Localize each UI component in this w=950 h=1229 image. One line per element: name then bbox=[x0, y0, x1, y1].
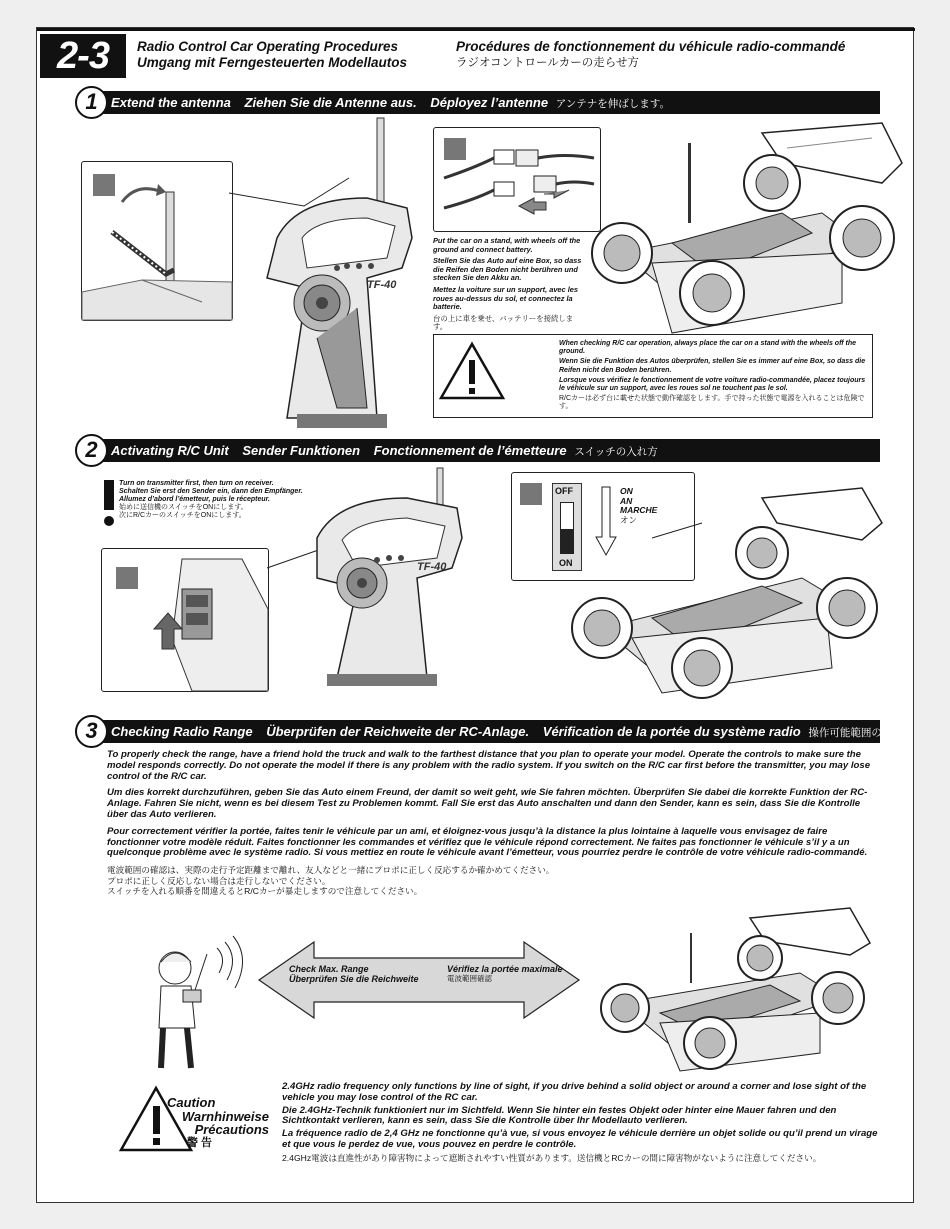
header-rule bbox=[37, 28, 915, 31]
buggy-on-stand-illustration-2 bbox=[562, 468, 882, 698]
switch-on-label: ON bbox=[559, 558, 573, 568]
buggy-on-stand-illustration bbox=[582, 103, 902, 343]
section-3-number: 3 bbox=[75, 715, 108, 748]
caution-labels bbox=[165, 1096, 269, 1150]
section-1-title-en: Extend the antenna bbox=[111, 95, 231, 110]
arrow-label-fr: Vérifiez la portée maximale bbox=[447, 964, 563, 974]
stand-text-de: Stellen Sie das Auto auf eine Box, so dass die Reifen den Boden nicht berühren und stecken Sie den Akku an. bbox=[433, 256, 582, 283]
on-label-fr: MARCHE bbox=[620, 505, 658, 515]
arrow-label-de: Überprüfen Sie die Reichweite bbox=[289, 974, 419, 984]
section-1-title-fr: Déployez l’antenne bbox=[430, 95, 549, 110]
range-text-en: To properly check the range, have a friend hold the truck and walk to the farthest distance that you plan to operate your model. Operate the controls to make sure the model responds correctly. Do not operate the model if there is any problem with the radio system. If you switch on the R/C car first before the transmitter, you may lose control of the R/C car. bbox=[107, 749, 871, 782]
arrow-label-right bbox=[447, 964, 563, 984]
section-2-title-jp: スイッチの入れ方 bbox=[574, 446, 658, 458]
caution-text-de: Die 2.4GHz-Technik funktioniert nur im Sichtfeld. Wenn Sie hinter ein festes Objekt oder hinter eine Mauer fahren und den Sichtkontakt verlieren, kann es sein, dass Sie die Kontrolle über Ihr Modellauto verlieren. bbox=[282, 1104, 837, 1127]
antenna-extend-illustration bbox=[82, 162, 232, 320]
header-title-jp: ラジオコントロールカーの走らせ方 bbox=[456, 57, 639, 69]
buggy-on-stand-illustration-3 bbox=[600, 893, 880, 1073]
section-3-title-en: Checking Radio Range bbox=[111, 724, 253, 739]
range-text-jp-3: スイッチを入れる順番を間違えるとR/Cカーが暴走しますので注意してください。 bbox=[107, 886, 423, 897]
transmitter-illustration bbox=[227, 118, 427, 438]
transmitter-model-label: TF-40 bbox=[417, 561, 447, 573]
arrow-label-jp: 電波範囲確認 bbox=[447, 974, 492, 983]
section-1-title-jp: アンテナを伸ばします。 bbox=[555, 98, 670, 110]
section-3-title-fr: Vérification de la portée du système radio bbox=[542, 724, 801, 739]
order-text-de: Schalten Sie erst den Sender ein, dann den Empfänger. bbox=[119, 488, 303, 495]
order-text-fr: Allumez d’abord l’émetteur, puis le récepteur. bbox=[119, 496, 270, 503]
warning-text-de: Wenn Sie die Funktion des Autos überprüfen, stellen Sie es immer auf eine Box, so dass die Reifen nicht den Boden berühren. bbox=[559, 358, 866, 374]
section-2-title-en: Activating R/C Unit bbox=[111, 443, 229, 458]
order-text-en: Turn on transmitter first, then turn on receiver. bbox=[119, 480, 274, 487]
transmitter-switch-illustration bbox=[102, 549, 268, 691]
range-text-fr: Pour correctement vérifier la portée, faites tenir le véhicule par un ami, et éloignez-vous jusqu’à la distance la plus lointaine à laquelle vous envisagez de faire fonctionner votre modèle réduit. Faites fonctionner les commandes et vérifiez que le véhicule répond correctement. Ne faites pas fonctionner le véhicule s’il y a un quelconque problème avec le système radio. Si vous mettiez en route le véhicule avant l’émetteur, vous pourriez perdre le contrôle de votre véhicule radio-commandé. bbox=[107, 825, 868, 859]
on-label-jp: オン bbox=[620, 514, 638, 525]
battery-connector-box bbox=[433, 127, 601, 232]
range-text-jp-1: 電波範囲の確認は、実際の走行予定距離まで離れ、友人などと一緒にプロポに正しく反応するか確かめてください。 bbox=[107, 865, 555, 876]
stand-warning-text bbox=[559, 340, 869, 414]
caution-text-fr: La fréquence radio de 2,4 GHz ne fonctionne qu’à vue, si vous envoyez le véhicule derrière un objet solide ou qu’il prend un virage et que vous le perdez de vue, vous pouvez en perdre le contrôle. bbox=[282, 1128, 878, 1150]
on-label-en: ON bbox=[620, 486, 633, 496]
section-2-number: 2 bbox=[75, 434, 108, 467]
stand-instructions bbox=[433, 237, 583, 335]
on-label-de: AN bbox=[620, 495, 633, 506]
header-title-de: Umgang mit Ferngesteuerten Modellautos bbox=[137, 55, 408, 70]
antenna-inset-box bbox=[81, 161, 233, 321]
stand-text-fr: Mettez la voiture sur un support, avec les roues au-dessus du sol, et connectez la batterie. bbox=[433, 284, 578, 312]
stand-text-jp: 台の上に車を乗せ、バッテリーを接続します。 bbox=[433, 313, 574, 332]
manual-page bbox=[36, 27, 914, 1203]
stand-text-en: Put the car on a stand, with wheels off the ground and connect battery. bbox=[433, 236, 581, 254]
arrow-label-left bbox=[289, 964, 419, 984]
arrow-label-en: Check Max. Range bbox=[289, 964, 369, 974]
section-number-badge: 2-3 bbox=[40, 34, 126, 78]
caution-label-jp: 警 告 bbox=[187, 1136, 213, 1149]
caution-text bbox=[282, 1082, 882, 1166]
exclamation-icon bbox=[101, 480, 117, 528]
caution-text-en: 2.4GHz radio frequency only functions by line of sight, if you drive behind a solid object or around a corner and lose sight of the vehicle you may lose control of the RC car. bbox=[282, 1081, 867, 1103]
battery-connector-illustration bbox=[434, 128, 600, 231]
caution-label-en: Caution bbox=[167, 1095, 216, 1110]
caution-label-de: Warnhinweise bbox=[181, 1108, 269, 1124]
section-1-title-de: Ziehen Sie die Antenne aus. bbox=[244, 95, 417, 110]
range-text-de: Um dies korrekt durchzuführen, geben Sie das Auto einem Freund, der damit so weit geht, wie Sie fahren möchten. Überprüfen Sie dabei die korrekte Funktion der RC-Anlage. Fahren Sie nicht, wenn es bei diesem Test zu Problemen kommt. Fall Sie erst das Auto anschalten und dann den Sender, kann es sein, dass Sie die Kontrolle über das Auto verlieren. bbox=[107, 787, 868, 820]
section-3-title-bar bbox=[95, 720, 903, 743]
section-2-title-fr: Fonctionnement de l’émetteure bbox=[373, 443, 567, 458]
warning-text-fr: Lorsque vous vérifiez le fonctionnement de votre voiture radio-commandée, placez toujours le véhicule sur un support, avec les roues sol ne touchent pas le sol. bbox=[559, 376, 866, 393]
caution-label-fr: Précautions bbox=[194, 1122, 269, 1137]
transmitter-illustration-2 bbox=[277, 468, 477, 698]
switch-off-label: OFF bbox=[555, 486, 573, 496]
section-3-title-jp: 操作可能範囲の確認 bbox=[808, 727, 903, 739]
transmitter-model-label: TF-40 bbox=[367, 279, 397, 291]
boy-with-transmitter-illustration bbox=[147, 928, 247, 1078]
transmitter-switch-inset bbox=[101, 548, 269, 692]
range-check-text bbox=[107, 750, 877, 903]
header-title-en: Radio Control Car Operating Procedures bbox=[137, 39, 399, 54]
section-1-number: 1 bbox=[75, 86, 108, 119]
range-text-jp-2: プロポに正しく反応しない場合は走行しないでください。 bbox=[107, 875, 331, 886]
caution-text-jp: 2.4GHz電波は直進性があり障害物によって遮断されやすい性質があります。送信機とRCカーの間に障害物がないように注意してください。 bbox=[282, 1152, 822, 1163]
order-text-jp-2: 次にR/CカーのスイッチをONにします。 bbox=[119, 512, 246, 519]
warning-text-en: When checking R/C car operation, always place the car on a stand with the wheels off the ground. bbox=[559, 340, 857, 356]
section-2-title-de: Sender Funktionen bbox=[242, 443, 361, 458]
section-3-title-de: Überprüfen der Reichweite der RC-Anlage. bbox=[266, 724, 530, 739]
header-title-fr: Procédures de fonctionnement du véhicule radio-commandé bbox=[456, 39, 846, 54]
warning-triangle-icon bbox=[439, 342, 505, 400]
step-marker bbox=[520, 483, 542, 505]
section-2-title-bar bbox=[95, 439, 880, 462]
warning-text-jp: R/Cカーは必ず台に載せた状態で動作確認をします。手で持った状態で電源を入れることは危険です。 bbox=[559, 395, 865, 411]
order-text-jp-1: 始めに送信機のスイッチをONにします。 bbox=[119, 504, 248, 511]
